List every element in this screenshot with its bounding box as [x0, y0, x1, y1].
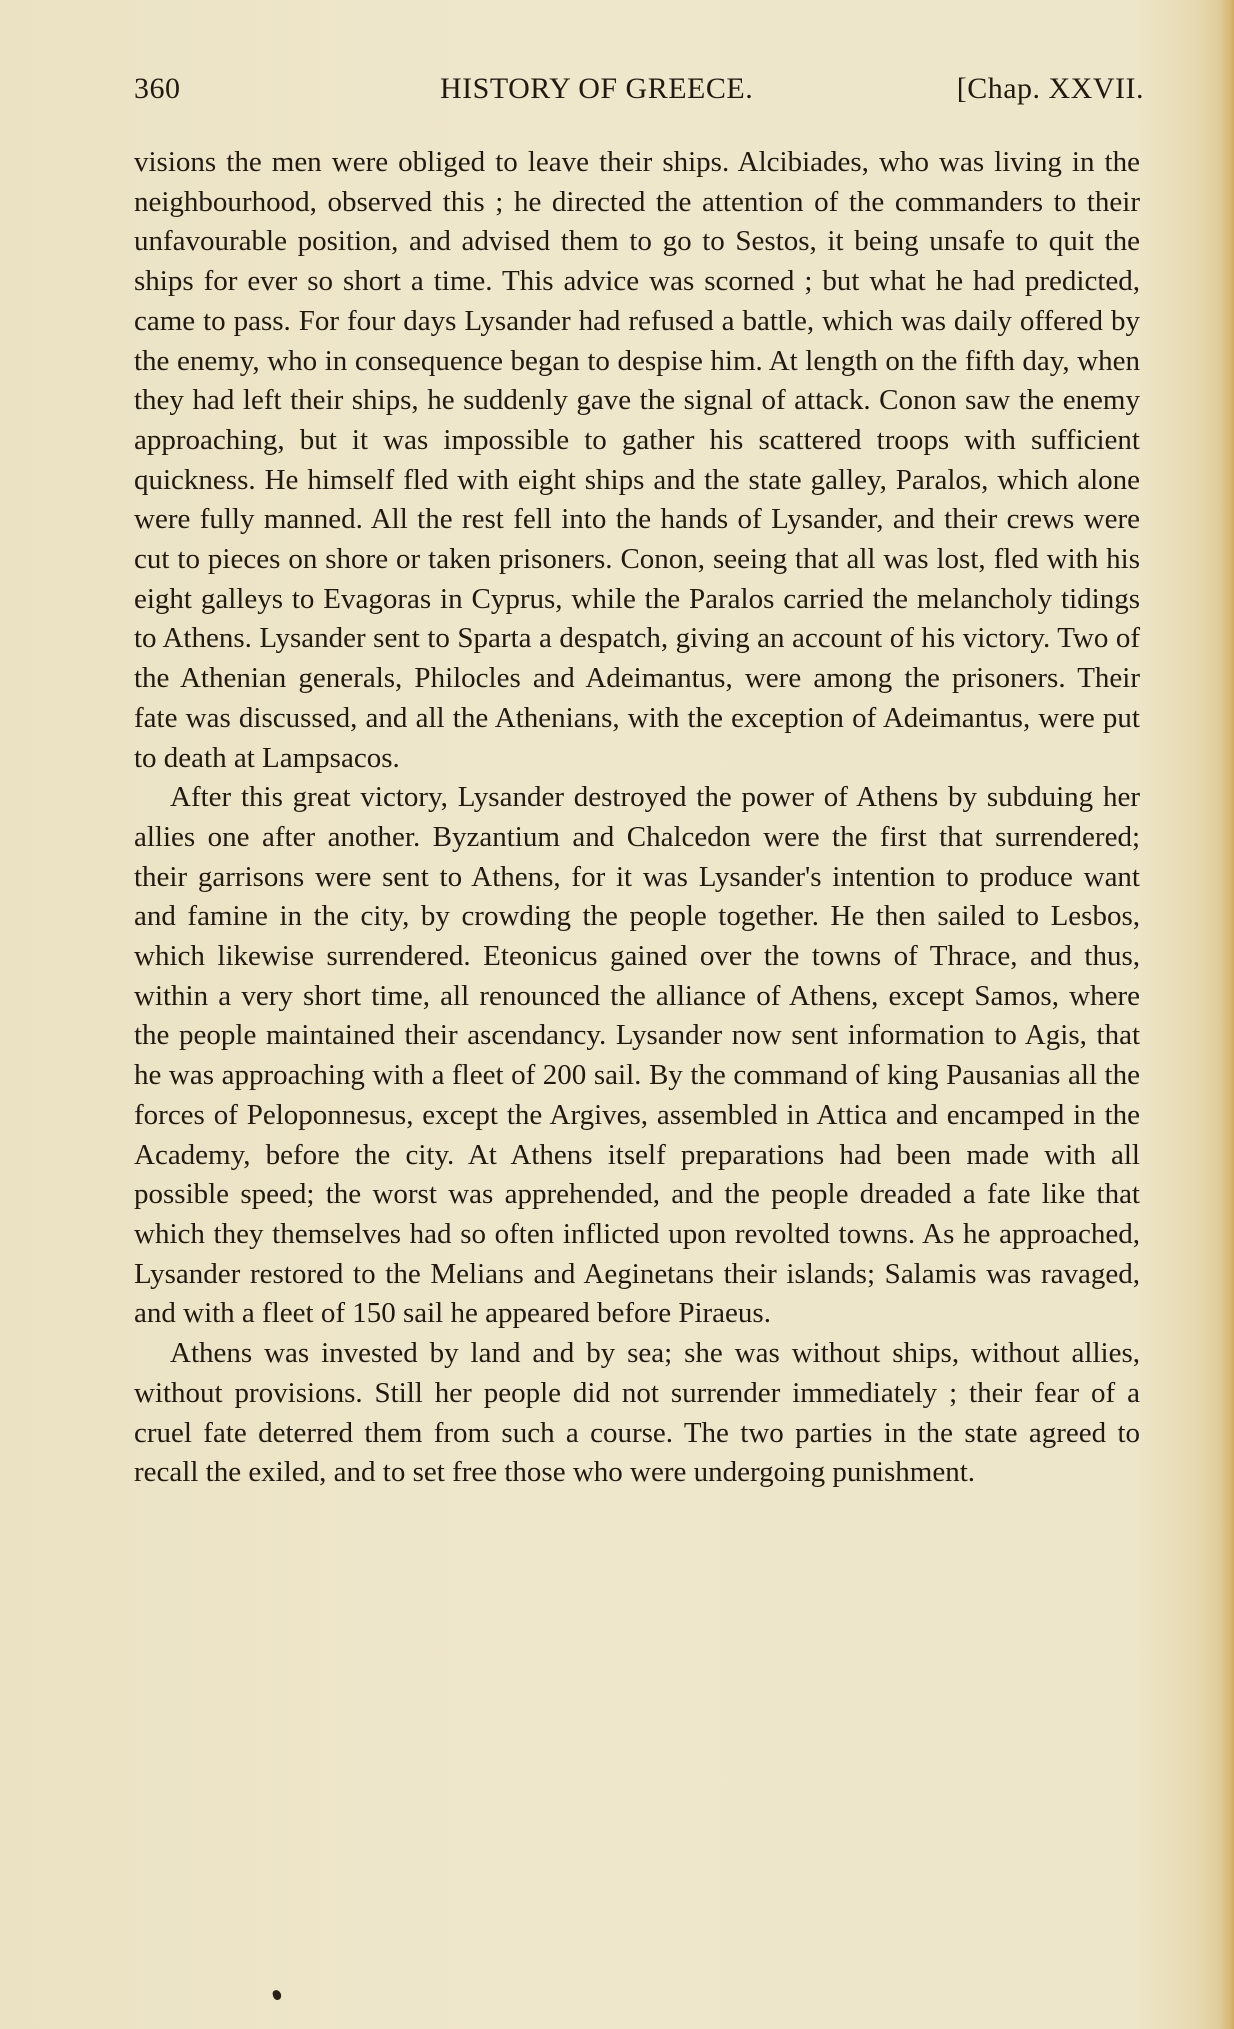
page-number: 360 — [134, 72, 181, 105]
paragraph-2: After this great victory, Lysander destroyed the power of Athens by subduing her allies one after another. Byzantium and Chalcedon were the first that surrendered; their garrisons were sent to Athens, for it was Lysander's intention to produce want and famine in the city, by crowding the people together. He then sailed to Lesbos, which likewise surrendered. Eteonicus gained over the towns of Thrace, and thus, within a very short time, all renounced the alliance of Athens, except Samos, where the people maintained their ascendancy. Lysander now sent information to Agis, that he was approaching with a fleet of 200 sail. By the command of king Pausanias all the forces of Peloponnesus, except the Argives, assembled in Attica and encamped in the Academy, before the city. At Athens itself preparations had been made with all possible speed; the worst was apprehended, and the people dreaded a fate like that which they themselves had so often inflicted upon revolted towns. As he approached, Lysander restored to the Melians and Aeginetans their islands; Salamis was ravaged, and with a fleet of 150 sail he appeared before Piraeus. — [134, 781, 1140, 1330]
running-title: HISTORY OF GREECE. — [440, 72, 754, 105]
paragraph-3: Athens was invested by land and by sea; she was without ships, without allies, without provisions. Still her people did not surrender immediately ; their fear of a cruel fate deterred them from such a course. The two parties in the state agreed to recall the exiled, and to set free those who were undergoing punishment. — [134, 1337, 1140, 1489]
paragraph-1: visions the men were obliged to leave their ships. Alcibiades, who was living in the neighbourhood, observed this ; he directed the attention of the commanders to their unfavourable position, and advised them to go to Sestos, it being unsafe to quit the ships for ever so short a time. This advice was scorned ; but what he had predicted, came to pass. For four days Lysander had refused a battle, which was daily offered by the enemy, who in consequence began to despise him. At length on the fifth day, when they had left their ships, he suddenly gave the signal of attack. Conon saw the enemy approaching, but it was impossible to gather his scattered troops with sufficient quickness. He himself fled with eight ships and the state galley, Paralos, which alone were fully manned. All the rest fell into the hands of Lysander, and their crews were cut to pieces on shore or taken prisoners. Conon, seeing that all was lost, fled with his eight galleys to Evagoras in Cyprus, while the Paralos carried the melancholy tidings to Athens. Lysander sent to Sparta a despatch, giving an account of his victory. Two of the Athenian generals, Philocles and Adeimantus, were among the prisoners. Their fate was discussed, and all the Athenians, with the exception of Adeimantus, were put to death at Lampsacos. — [134, 146, 1140, 774]
ink-speck — [272, 1989, 282, 2001]
running-header — [134, 72, 1144, 120]
chapter-reference: [Chap. XXVII. — [956, 72, 1144, 105]
page-edge-shading — [1220, 0, 1234, 2029]
body-text — [134, 143, 1140, 1943]
